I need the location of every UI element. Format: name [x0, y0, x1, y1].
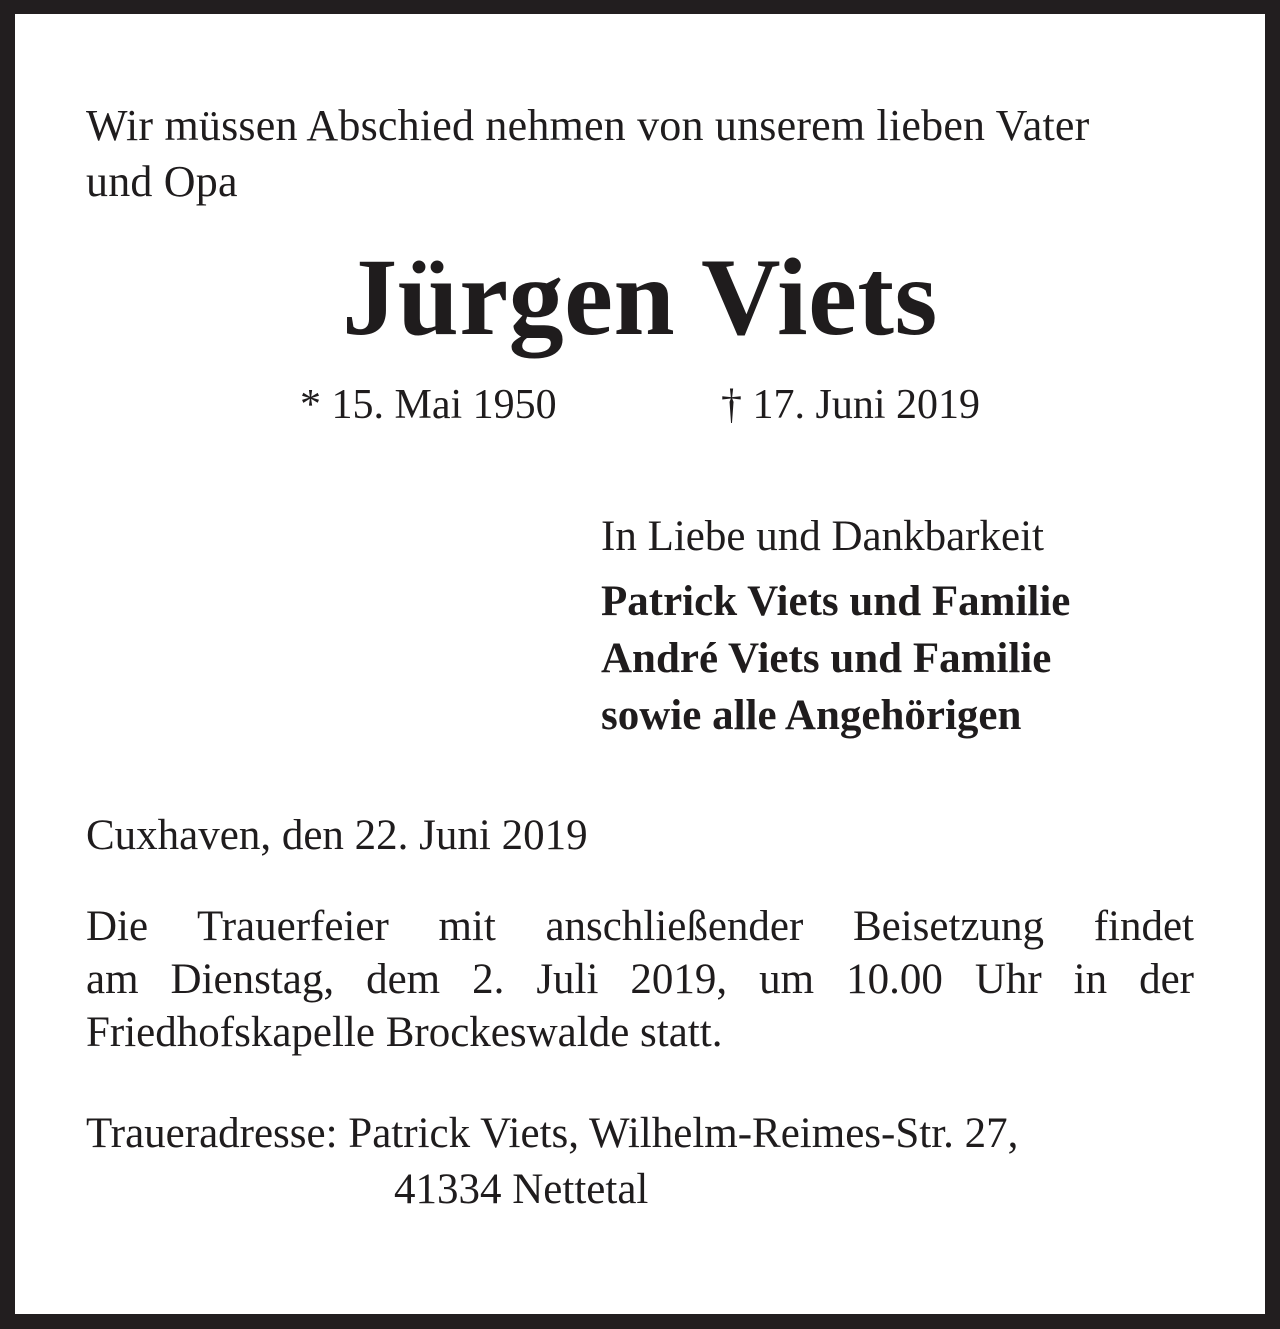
ceremony-line: am Dienstag, dem 2. Juli 2019, um 10.00 Uhr in der	[86, 956, 1194, 1003]
intro-text	[86, 98, 1194, 210]
mourner-line: Patrick Viets und Familie	[601, 578, 1071, 625]
mourning-address-line-1: Traueradresse: Patrick Viets, Wilhelm-Reimes-Str. 27,	[86, 1110, 1019, 1157]
obituary-notice-card	[15, 14, 1265, 1314]
intro-line-1: Wir müssen Abschied nehmen von unserem lieben Vater	[86, 101, 1090, 150]
intro-line-2: und Opa	[86, 157, 238, 206]
ceremony-paragraph	[86, 900, 1194, 1059]
mourner-line: sowie alle Angehörigen	[601, 692, 1022, 739]
condolence-lead: In Liebe und Dankbarkeit	[601, 513, 1044, 560]
deceased-name-block	[300, 237, 980, 433]
ceremony-line: Friedhofskapelle Brockeswalde statt.	[86, 1009, 723, 1056]
deceased-name: Jürgen Viets	[342, 236, 938, 358]
place-and-date: Cuxhaven, den 22. Juni 2019	[86, 812, 588, 859]
ceremony-line: Die Trauerfeier mit anschließender Beisetzung findet	[86, 903, 1194, 950]
death-date: † 17. Juni 2019	[720, 382, 980, 428]
mourner-line: André Viets und Familie	[601, 635, 1052, 682]
birth-date: * 15. Mai 1950	[300, 382, 557, 428]
mourning-address	[86, 1106, 1194, 1218]
mourning-address-line-2: 41334 Nettetal	[394, 1166, 649, 1213]
life-dates-row	[300, 377, 980, 433]
mourners-block	[601, 508, 1194, 744]
